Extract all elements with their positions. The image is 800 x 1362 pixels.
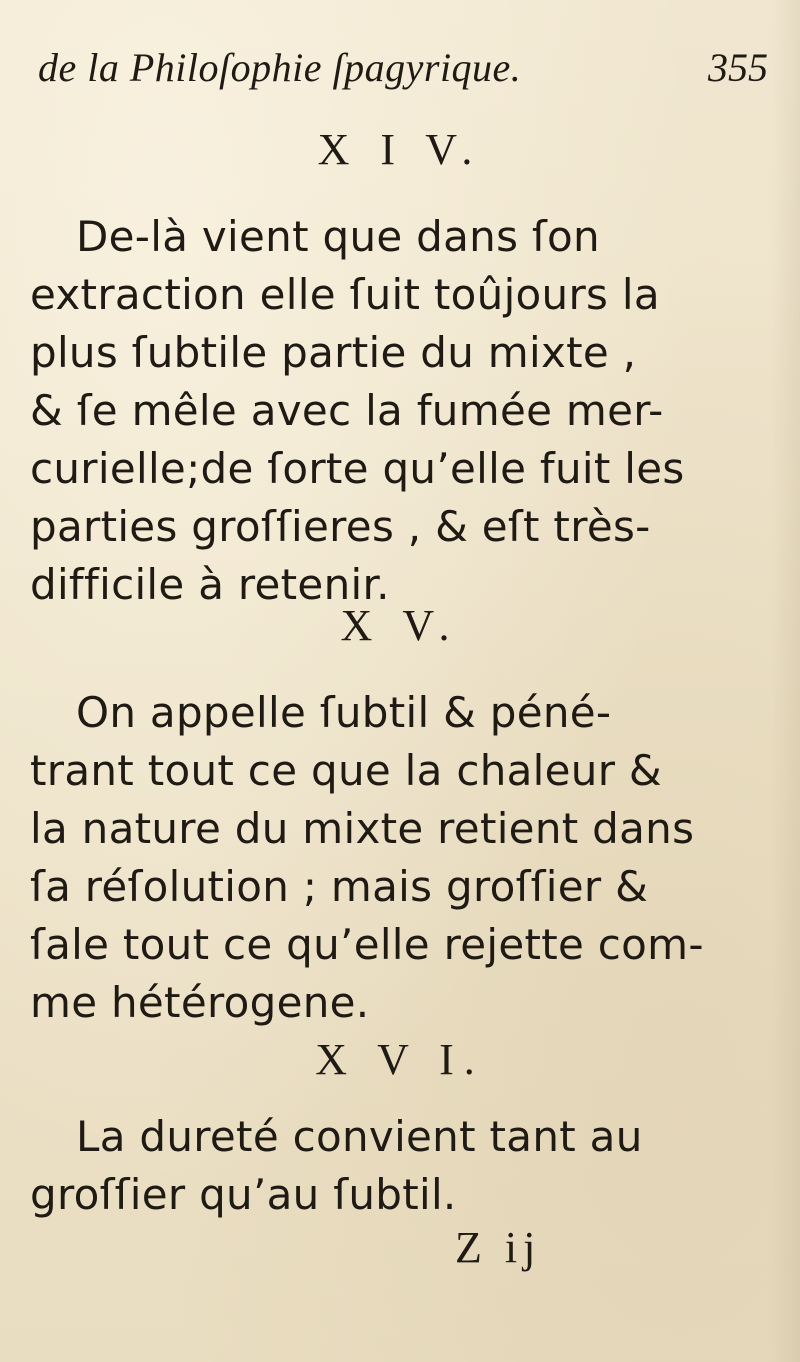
paragraph-line: parties groſſieres , & eſt très- [30,502,651,551]
paragraph-line: curielle;de ſorte qu’elle fuit les [30,444,685,493]
section-heading-xvi: X V I. [315,1035,485,1084]
paragraph-line: me hétérogene. [30,978,370,1027]
signature-mark: Z ij [455,1223,542,1272]
running-head [38,44,768,104]
paragraph-line: extraction elle ſuit toûjours la [30,270,660,319]
section-heading-xv: X V. [340,601,460,650]
paragraph-line: groſſier qu’au ſubtil. [30,1170,457,1219]
paragraph-line: la nature du mixte retient dans [30,804,695,853]
page-number: 355 [708,45,768,90]
paragraph-line: & ſe mêle avec la fumée mer- [30,386,664,435]
paragraph-line: difficile à retenir. [30,560,390,609]
paragraph-line: La dureté convient tant au [76,1112,643,1161]
section-paragraph-xiv [30,208,685,614]
paragraph-line: trant tout ce que la chaleur & [30,746,662,795]
paragraph-line: ſale tout ce qu’elle rejette com- [30,920,704,969]
running-title: de la Philoſophie ſpagyrique. [38,45,522,90]
paragraph-line: De-là vient que dans ſon [76,212,600,261]
section-heading-xiv: X I V. [317,125,483,174]
section-paragraph-xv [30,684,704,1032]
paragraph-line: plus ſubtile partie du mixte , [30,328,637,377]
section-paragraph-xvi [30,1108,660,1224]
paragraph-line: On appelle ſubtil & péné- [76,688,612,737]
paragraph-line: ſa réſolution ; mais groſſier & [30,862,649,911]
